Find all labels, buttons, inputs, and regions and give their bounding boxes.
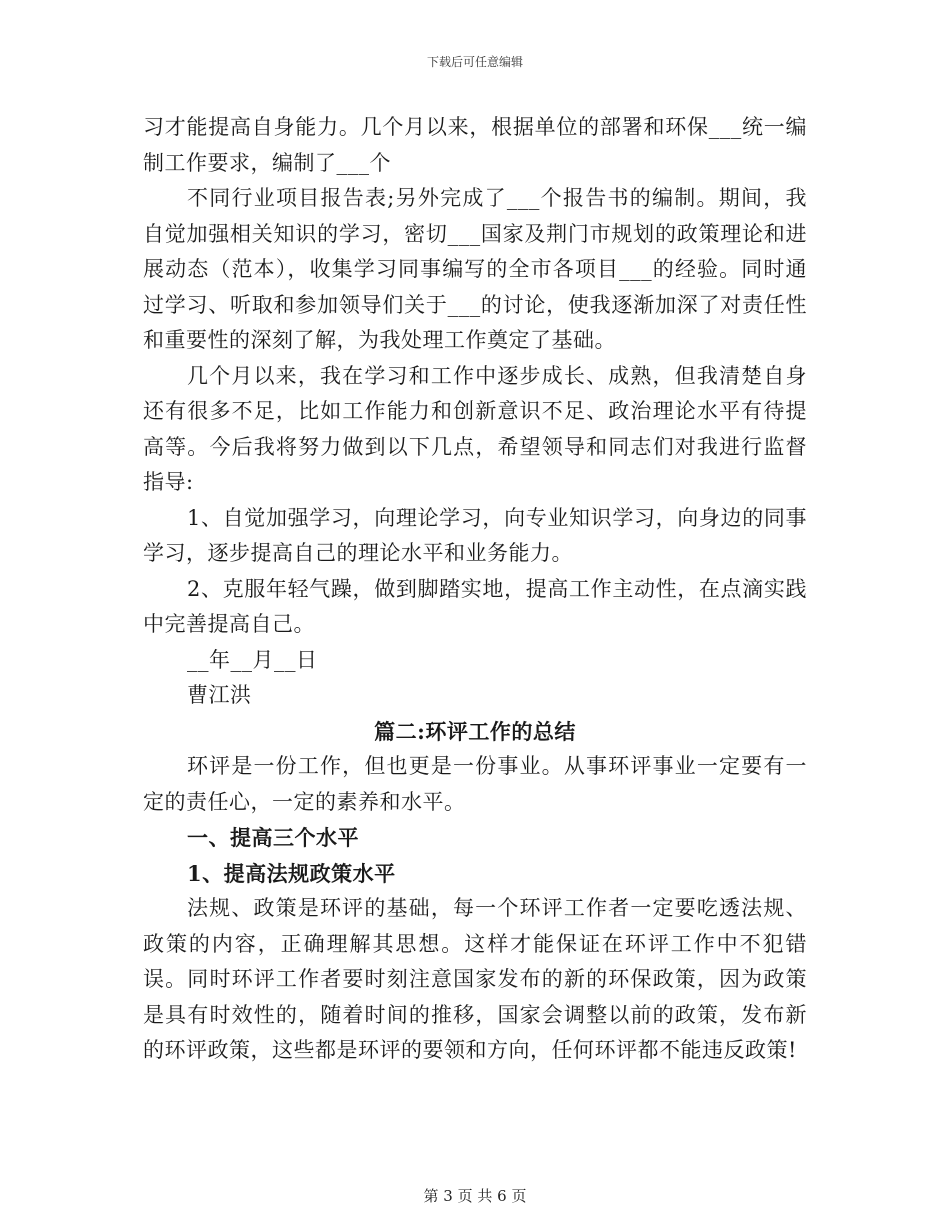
heading-level-1: 一、提高三个水平 <box>187 825 359 850</box>
paragraph-continuation: 习才能提高自身能力。几个月以来，根据单位的部署和环保___统一编制工作要求，编制了___个 <box>143 115 807 175</box>
paragraph-point-2: 2、克服年轻气躁，做到脚踏实地，提高工作主动性，在点滴实践中完善提高自己。 <box>143 576 807 636</box>
paragraph-regulations: 法规、政策是环评的基础，每一个环评工作者一定要吃透法规、政策的内容，正确理解其思想。这样才能保证在环评工作中不犯错误。同时环评工作者要时刻注意国家发布的新的环保政策，因为政策是具有时效性的，随着时间的推移，国家会调整以前的政策，发布新的环评政策，这些都是环评的要领和方向，任何环评都不能违反政策! <box>143 896 807 1062</box>
page-footer: 第 3 页 共 6 页 <box>423 1187 527 1205</box>
paragraph-report-work: 不同行业项目报告表;另外完成了___个报告书的编制。期间，我自觉加强相关知识的学习，密切___国家及荆门市规划的政策理论和进展动态（范本），收集学习同事编写的全市各项目___的经验。同时通过学习、听取和参加领导们关于___的讨论，使我逐渐加深了对责任性和重要性的深刻了解，为我处理工作奠定了基础。 <box>143 186 807 352</box>
document-body <box>143 110 807 1069</box>
date-line: __年__月__日 <box>187 647 318 672</box>
heading-level-2: 1、提高法规政策水平 <box>187 860 396 886</box>
paragraph-intro: 环评是一份工作，但也更是一份事业。从事环评事业一定要有一定的责任心，一定的素养和水平。 <box>143 754 807 814</box>
page-header: 下载后可任意编辑 <box>426 55 523 69</box>
signature-name: 曹江洪 <box>187 683 252 707</box>
section-title: 篇二:环评工作的总结 <box>374 718 576 744</box>
paragraph-shortcomings: 几个月以来，我在学习和工作中逐步成长、成熟，但我清楚自身还有很多不足，比如工作能力和创新意识不足、政治理论水平有待提高等。今后我将努力做到以下几点，希望领导和同志们对我进行监督指导: <box>143 363 807 494</box>
paragraph-point-1: 1、自觉加强学习，向理论学习，向专业知识学习，向身边的同事学习，逐步提高自己的理论水平和业务能力。 <box>143 505 807 565</box>
